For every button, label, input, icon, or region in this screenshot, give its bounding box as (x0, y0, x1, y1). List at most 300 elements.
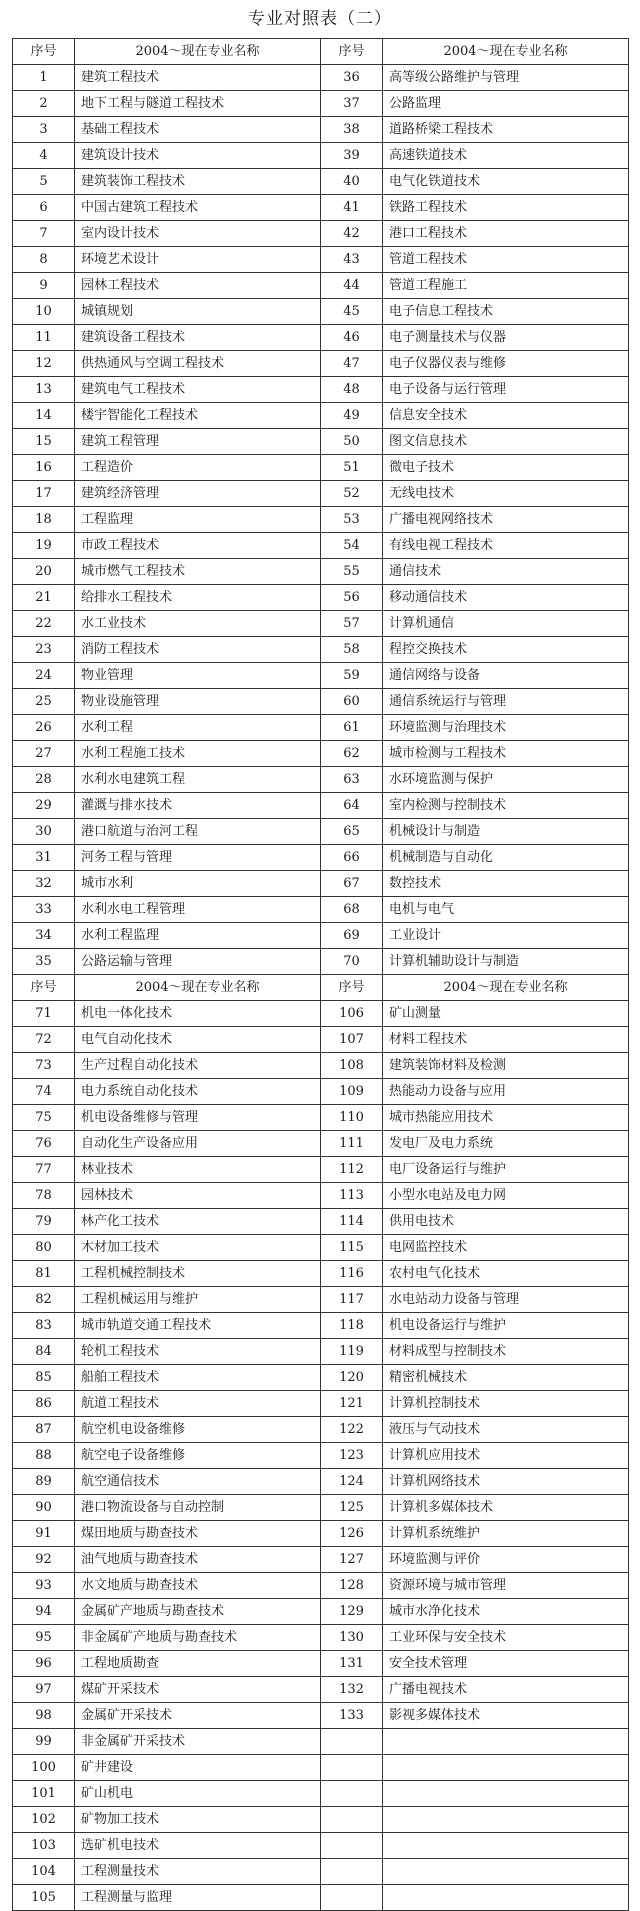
major-name: 水利工程 (75, 715, 321, 741)
major-name: 工业环保与安全技术 (383, 1625, 629, 1651)
table-row (13, 689, 629, 715)
major-name: 计算机网络技术 (383, 1469, 629, 1495)
table-row (13, 1807, 629, 1833)
table-row (13, 1521, 629, 1547)
row-number: 24 (13, 663, 75, 689)
major-name: 煤矿开采技术 (75, 1677, 321, 1703)
major-name: 物业管理 (75, 663, 321, 689)
table-row (13, 559, 629, 585)
row-number: 133 (321, 1703, 383, 1729)
table-row (13, 1573, 629, 1599)
row-number: 105 (13, 1885, 75, 1911)
row-number: 39 (321, 143, 383, 169)
major-name: 水利水电建筑工程 (75, 767, 321, 793)
row-number: 53 (321, 507, 383, 533)
row-number: 91 (13, 1521, 75, 1547)
row-number: 104 (13, 1859, 75, 1885)
row-number: 26 (13, 715, 75, 741)
table-row (13, 403, 629, 429)
table-row (13, 1053, 629, 1079)
major-name: 建筑设备工程技术 (75, 325, 321, 351)
table-row (13, 65, 629, 91)
row-number: 106 (321, 1001, 383, 1027)
row-number: 31 (13, 845, 75, 871)
table-row (13, 1833, 629, 1859)
major-name: 计算机控制技术 (383, 1391, 629, 1417)
row-number: 122 (321, 1417, 383, 1443)
major-name: 城市检测与工程技术 (383, 741, 629, 767)
table-row (13, 1443, 629, 1469)
major-name: 热能动力设备与应用 (383, 1079, 629, 1105)
table-row (13, 1859, 629, 1885)
row-number: 38 (321, 117, 383, 143)
row-number: 102 (13, 1807, 75, 1833)
table-row (13, 1391, 629, 1417)
row-number: 109 (321, 1079, 383, 1105)
major-name: 高等级公路维护与管理 (383, 65, 629, 91)
header-num: 序号 (321, 39, 383, 65)
major-name: 数控技术 (383, 871, 629, 897)
table-row (13, 1287, 629, 1313)
major-name: 水环境监测与保护 (383, 767, 629, 793)
row-number: 29 (13, 793, 75, 819)
header-row (13, 975, 629, 1001)
row-number: 84 (13, 1339, 75, 1365)
row-number: 61 (321, 715, 383, 741)
table-row (13, 585, 629, 611)
table-row (13, 1313, 629, 1339)
table-row (13, 663, 629, 689)
table-row (13, 1599, 629, 1625)
major-name: 农村电气化技术 (383, 1261, 629, 1287)
major-name: 工业设计 (383, 923, 629, 949)
major-name: 金属矿开采技术 (75, 1703, 321, 1729)
major-name: 水工业技术 (75, 611, 321, 637)
major-name: 矿山机电 (75, 1781, 321, 1807)
major-name: 港口航道与治河工程 (75, 819, 321, 845)
row-number: 14 (13, 403, 75, 429)
table-row (13, 1079, 629, 1105)
table-row (13, 1625, 629, 1651)
row-number: 22 (13, 611, 75, 637)
row-number: 28 (13, 767, 75, 793)
row-number: 98 (13, 1703, 75, 1729)
major-name: 建筑工程管理 (75, 429, 321, 455)
table-row (13, 1183, 629, 1209)
row-number: 97 (13, 1677, 75, 1703)
row-number: 11 (13, 325, 75, 351)
table-row (13, 1209, 629, 1235)
major-name: 电子仪器仪表与维修 (383, 351, 629, 377)
major-name: 计算机辅助设计与制造 (383, 949, 629, 975)
row-number: 87 (13, 1417, 75, 1443)
row-number: 114 (321, 1209, 383, 1235)
row-number: 25 (13, 689, 75, 715)
major-name: 供热通风与空调工程技术 (75, 351, 321, 377)
table-row (13, 117, 629, 143)
empty-cell (321, 1729, 383, 1755)
major-name: 计算机系统维护 (383, 1521, 629, 1547)
table-row (13, 1365, 629, 1391)
row-number: 81 (13, 1261, 75, 1287)
table-row (13, 1261, 629, 1287)
table-row (13, 1755, 629, 1781)
row-number: 129 (321, 1599, 383, 1625)
major-name: 航道工程技术 (75, 1391, 321, 1417)
row-number: 46 (321, 325, 383, 351)
row-number: 95 (13, 1625, 75, 1651)
major-name: 工程造价 (75, 455, 321, 481)
major-name: 水利工程监理 (75, 923, 321, 949)
table-row (13, 481, 629, 507)
major-name: 河务工程与管理 (75, 845, 321, 871)
table-row (13, 195, 629, 221)
major-name: 矿物加工技术 (75, 1807, 321, 1833)
empty-cell (383, 1807, 629, 1833)
major-name: 城市燃气工程技术 (75, 559, 321, 585)
row-number: 74 (13, 1079, 75, 1105)
header-num: 序号 (13, 975, 75, 1001)
row-number: 118 (321, 1313, 383, 1339)
major-name: 电力系统自动化技术 (75, 1079, 321, 1105)
major-name: 水电站动力设备与管理 (383, 1287, 629, 1313)
table-row (13, 1469, 629, 1495)
row-number: 76 (13, 1131, 75, 1157)
header-num: 序号 (321, 975, 383, 1001)
row-number: 58 (321, 637, 383, 663)
major-name: 船舶工程技术 (75, 1365, 321, 1391)
row-number: 5 (13, 169, 75, 195)
row-number: 103 (13, 1833, 75, 1859)
row-number: 36 (321, 65, 383, 91)
major-name: 环境艺术设计 (75, 247, 321, 273)
major-name: 非金属矿产地质与勘查技术 (75, 1625, 321, 1651)
major-name: 园林技术 (75, 1183, 321, 1209)
major-name: 地下工程与隧道工程技术 (75, 91, 321, 117)
table-row (13, 247, 629, 273)
major-name: 消防工程技术 (75, 637, 321, 663)
row-number: 59 (321, 663, 383, 689)
table-row (13, 793, 629, 819)
major-name: 工程地质勘查 (75, 1651, 321, 1677)
major-name: 楼宇智能化工程技术 (75, 403, 321, 429)
table-row (13, 1157, 629, 1183)
major-name: 材料成型与控制技术 (383, 1339, 629, 1365)
major-name: 林产化工技术 (75, 1209, 321, 1235)
row-number: 16 (13, 455, 75, 481)
header-name: 2004～现在专业名称 (383, 39, 629, 65)
row-number: 67 (321, 871, 383, 897)
row-number: 45 (321, 299, 383, 325)
row-number: 119 (321, 1339, 383, 1365)
major-name: 通信网络与设备 (383, 663, 629, 689)
row-number: 110 (321, 1105, 383, 1131)
table-row (13, 507, 629, 533)
row-number: 49 (321, 403, 383, 429)
table-row (13, 715, 629, 741)
major-name: 市政工程技术 (75, 533, 321, 559)
major-name: 建筑设计技术 (75, 143, 321, 169)
table-row (13, 429, 629, 455)
major-name: 小型水电站及电力网 (383, 1183, 629, 1209)
row-number: 9 (13, 273, 75, 299)
row-number: 69 (321, 923, 383, 949)
major-name: 环境监测与治理技术 (383, 715, 629, 741)
empty-cell (383, 1885, 629, 1911)
major-name: 城市水利 (75, 871, 321, 897)
major-name: 精密机械技术 (383, 1365, 629, 1391)
major-name: 工程监理 (75, 507, 321, 533)
row-number: 63 (321, 767, 383, 793)
row-number: 4 (13, 143, 75, 169)
major-name: 水利水电工程管理 (75, 897, 321, 923)
row-number: 50 (321, 429, 383, 455)
table-row (13, 169, 629, 195)
row-number: 52 (321, 481, 383, 507)
row-number: 7 (13, 221, 75, 247)
row-number: 21 (13, 585, 75, 611)
row-number: 75 (13, 1105, 75, 1131)
header-name: 2004～现在专业名称 (75, 975, 321, 1001)
table-row (13, 1547, 629, 1573)
major-name: 给排水工程技术 (75, 585, 321, 611)
major-name: 建筑装饰工程技术 (75, 169, 321, 195)
table-row (13, 637, 629, 663)
row-number: 128 (321, 1573, 383, 1599)
row-number: 68 (321, 897, 383, 923)
major-name: 木材加工技术 (75, 1235, 321, 1261)
row-number: 44 (321, 273, 383, 299)
major-name: 通信系统运行与管理 (383, 689, 629, 715)
major-comparison-table (12, 38, 629, 1911)
major-name: 轮机工程技术 (75, 1339, 321, 1365)
row-number: 77 (13, 1157, 75, 1183)
row-number: 32 (13, 871, 75, 897)
major-name: 室内检测与控制技术 (383, 793, 629, 819)
major-name: 电网监控技术 (383, 1235, 629, 1261)
major-name: 环境监测与评价 (383, 1547, 629, 1573)
major-name: 电气化铁道技术 (383, 169, 629, 195)
table-row (13, 871, 629, 897)
row-number: 35 (13, 949, 75, 975)
major-name: 生产过程自动化技术 (75, 1053, 321, 1079)
table-row (13, 767, 629, 793)
major-name: 公路运输与管理 (75, 949, 321, 975)
row-number: 55 (321, 559, 383, 585)
header-num: 序号 (13, 39, 75, 65)
header-row (13, 39, 629, 65)
major-name: 航空电子设备维修 (75, 1443, 321, 1469)
table-row (13, 897, 629, 923)
table-row (13, 949, 629, 975)
major-name: 矿井建设 (75, 1755, 321, 1781)
empty-cell (321, 1885, 383, 1911)
row-number: 100 (13, 1755, 75, 1781)
major-name: 安全技术管理 (383, 1651, 629, 1677)
row-number: 20 (13, 559, 75, 585)
table-row (13, 143, 629, 169)
row-number: 116 (321, 1261, 383, 1287)
major-name: 电子设备与运行管理 (383, 377, 629, 403)
row-number: 70 (321, 949, 383, 975)
major-name: 电机与电气 (383, 897, 629, 923)
row-number: 6 (13, 195, 75, 221)
row-number: 126 (321, 1521, 383, 1547)
major-name: 工程测量与监理 (75, 1885, 321, 1911)
row-number: 15 (13, 429, 75, 455)
row-number: 86 (13, 1391, 75, 1417)
major-name: 城市热能应用技术 (383, 1105, 629, 1131)
row-number: 111 (321, 1131, 383, 1157)
row-number: 37 (321, 91, 383, 117)
row-number: 1 (13, 65, 75, 91)
empty-cell (383, 1755, 629, 1781)
major-name: 水利工程施工技术 (75, 741, 321, 767)
major-name: 移动通信技术 (383, 585, 629, 611)
page-title: 专业对照表（二） (248, 9, 392, 29)
major-name: 港口物流设备与自动控制 (75, 1495, 321, 1521)
row-number: 93 (13, 1573, 75, 1599)
major-name: 程控交换技术 (383, 637, 629, 663)
row-number: 90 (13, 1495, 75, 1521)
row-number: 3 (13, 117, 75, 143)
table-row (13, 1703, 629, 1729)
row-number: 124 (321, 1469, 383, 1495)
row-number: 89 (13, 1469, 75, 1495)
major-name: 航空通信技术 (75, 1469, 321, 1495)
table-row (13, 1339, 629, 1365)
row-number: 121 (321, 1391, 383, 1417)
major-name: 铁路工程技术 (383, 195, 629, 221)
row-number: 108 (321, 1053, 383, 1079)
major-name: 广播电视网络技术 (383, 507, 629, 533)
major-name: 公路监理 (383, 91, 629, 117)
empty-cell (321, 1859, 383, 1885)
row-number: 48 (321, 377, 383, 403)
major-name: 城市轨道交通工程技术 (75, 1313, 321, 1339)
row-number: 54 (321, 533, 383, 559)
row-number: 83 (13, 1313, 75, 1339)
row-number: 19 (13, 533, 75, 559)
row-number: 115 (321, 1235, 383, 1261)
major-name: 有线电视工程技术 (383, 533, 629, 559)
row-number: 65 (321, 819, 383, 845)
table-row (13, 325, 629, 351)
table-row (13, 1417, 629, 1443)
empty-cell (321, 1833, 383, 1859)
row-number: 8 (13, 247, 75, 273)
major-name: 供用电技术 (383, 1209, 629, 1235)
row-number: 79 (13, 1209, 75, 1235)
major-name: 金属矿产地质与勘查技术 (75, 1599, 321, 1625)
major-name: 水文地质与勘查技术 (75, 1573, 321, 1599)
major-name: 信息安全技术 (383, 403, 629, 429)
major-name: 管道工程施工 (383, 273, 629, 299)
major-name: 基础工程技术 (75, 117, 321, 143)
major-name: 建筑电气工程技术 (75, 377, 321, 403)
major-name: 管道工程技术 (383, 247, 629, 273)
table-row (13, 1027, 629, 1053)
major-name: 非金属矿开采技术 (75, 1729, 321, 1755)
row-number: 92 (13, 1547, 75, 1573)
table-row (13, 1729, 629, 1755)
major-name: 高速铁道技术 (383, 143, 629, 169)
row-number: 88 (13, 1443, 75, 1469)
row-number: 17 (13, 481, 75, 507)
major-name: 中国古建筑工程技术 (75, 195, 321, 221)
major-name: 通信技术 (383, 559, 629, 585)
table-row (13, 1781, 629, 1807)
table-row (13, 741, 629, 767)
major-name: 油气地质与勘查技术 (75, 1547, 321, 1573)
table-row (13, 1495, 629, 1521)
major-name: 机械制造与自动化 (383, 845, 629, 871)
major-name: 选矿机电技术 (75, 1833, 321, 1859)
major-name: 计算机多媒体技术 (383, 1495, 629, 1521)
row-number: 47 (321, 351, 383, 377)
row-number: 72 (13, 1027, 75, 1053)
major-name: 道路桥梁工程技术 (383, 117, 629, 143)
row-number: 113 (321, 1183, 383, 1209)
row-number: 41 (321, 195, 383, 221)
row-number: 107 (321, 1027, 383, 1053)
row-number: 64 (321, 793, 383, 819)
major-name: 煤田地质与勘查技术 (75, 1521, 321, 1547)
major-name: 建筑经济管理 (75, 481, 321, 507)
row-number: 78 (13, 1183, 75, 1209)
major-name: 资源环境与城市管理 (383, 1573, 629, 1599)
empty-cell (383, 1729, 629, 1755)
table-row (13, 377, 629, 403)
major-name: 发电厂及电力系统 (383, 1131, 629, 1157)
major-name: 液压与气动技术 (383, 1417, 629, 1443)
empty-cell (383, 1859, 629, 1885)
empty-cell (321, 1781, 383, 1807)
row-number: 66 (321, 845, 383, 871)
major-name: 林业技术 (75, 1157, 321, 1183)
row-number: 120 (321, 1365, 383, 1391)
row-number: 125 (321, 1495, 383, 1521)
row-number: 30 (13, 819, 75, 845)
major-name: 港口工程技术 (383, 221, 629, 247)
row-number: 112 (321, 1157, 383, 1183)
major-name: 微电子技术 (383, 455, 629, 481)
row-number: 40 (321, 169, 383, 195)
major-name: 计算机应用技术 (383, 1443, 629, 1469)
empty-cell (383, 1781, 629, 1807)
row-number: 130 (321, 1625, 383, 1651)
row-number: 43 (321, 247, 383, 273)
row-number: 94 (13, 1599, 75, 1625)
row-number: 33 (13, 897, 75, 923)
header-name: 2004～现在专业名称 (383, 975, 629, 1001)
major-name: 灌溉与排水技术 (75, 793, 321, 819)
major-name: 图文信息技术 (383, 429, 629, 455)
table-row (13, 1235, 629, 1261)
table-row (13, 1131, 629, 1157)
table-row (13, 533, 629, 559)
row-number: 12 (13, 351, 75, 377)
table-row (13, 273, 629, 299)
major-name: 自动化生产设备应用 (75, 1131, 321, 1157)
major-name: 园林工程技术 (75, 273, 321, 299)
row-number: 10 (13, 299, 75, 325)
major-name: 电子信息工程技术 (383, 299, 629, 325)
row-number: 80 (13, 1235, 75, 1261)
major-name: 电厂设备运行与维护 (383, 1157, 629, 1183)
row-number: 62 (321, 741, 383, 767)
major-name: 机电设备运行与维护 (383, 1313, 629, 1339)
